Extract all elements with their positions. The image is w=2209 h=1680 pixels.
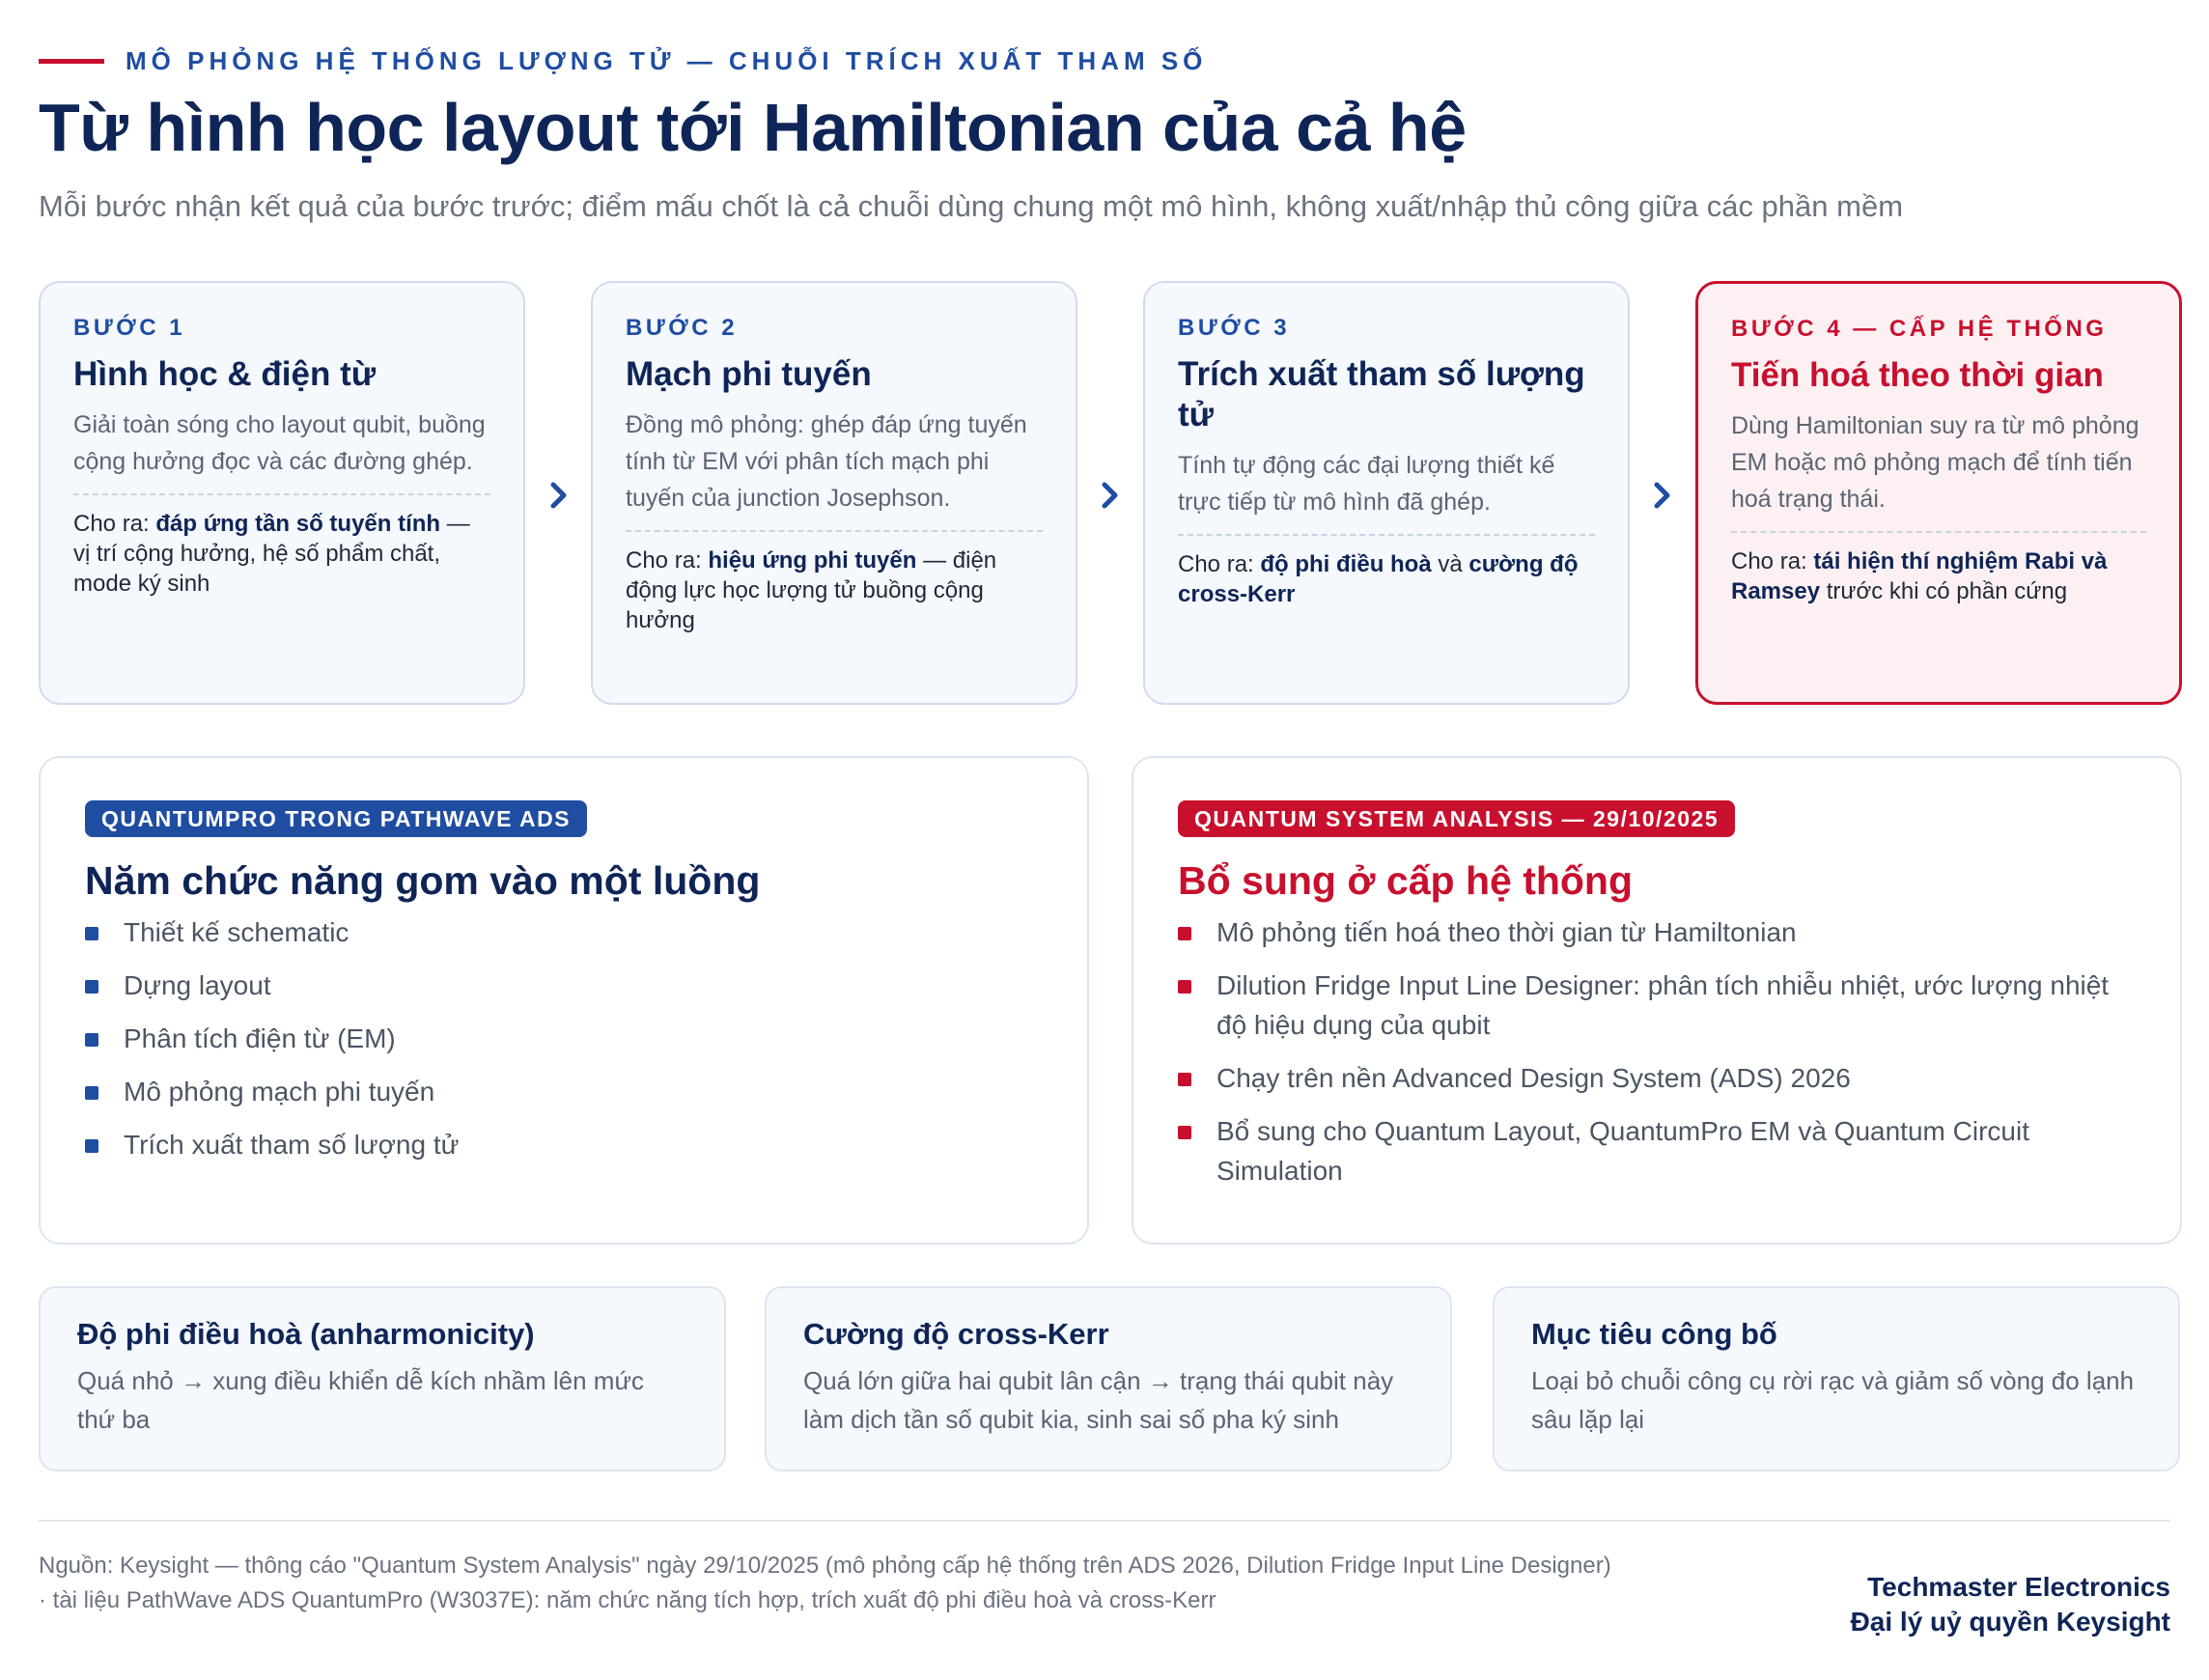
list-item: [85, 1072, 1043, 1111]
square-bullet-icon: [85, 1139, 98, 1153]
dashed-divider: [1731, 531, 2146, 533]
eyebrow-text: MÔ PHỎNG HỆ THỐNG LƯỢNG TỬ — CHUỖI TRÍCH XUẤT THAM SỐ: [126, 45, 1208, 75]
brand-tagline: Đại lý uỷ quyền Keysight: [1850, 1607, 2170, 1637]
list-item-text: Thiết kế schematic: [124, 917, 350, 947]
step-output: [1731, 546, 2146, 606]
output-highlight: tái hiện thí nghiệm Rabi và Ramsey: [1731, 548, 2108, 604]
output-detail: — vị trí cộng hưởng, hệ số phẩm chất, mode ký sinh: [73, 511, 470, 597]
output-detail: — điện động lực học lượng tử buồng cộng hưởng: [626, 547, 997, 633]
info-card-cross-kerr: [765, 1286, 1452, 1471]
quantumpro-panel: [39, 756, 1089, 1245]
output-connector: và: [1431, 551, 1469, 577]
output-highlight: hiệu ứng phi tuyến: [708, 547, 917, 574]
chevron-right-icon: [545, 479, 573, 512]
square-bullet-icon: [85, 980, 98, 994]
square-bullet-icon: [1178, 927, 1191, 940]
list-item-text: Phân tích điện từ (EM): [124, 1023, 396, 1053]
list-item-text: Dựng layout: [124, 970, 271, 1000]
card-text: Quá nhỏ → xung điều khiển dễ kích nhầm lên mức thứ ba: [77, 1366, 644, 1434]
list-item-text: Bổ sung cho Quantum Layout, QuantumPro EM và Quantum Circuit Simulation: [1216, 1116, 2029, 1186]
step-description: Giải toàn sóng cho layout qubit, buồng cộng hưởng đọc và các đường ghép.: [73, 411, 486, 475]
source-note: Nguồn: Keysight — thông cáo "Quantum System Analysis" ngày 29/10/2025 (mô phỏng cấp hệ thống trên ADS 2026, Dilution Fridge Input Line Designer) · tài liệu PathWave ADS QuantumPro (W3037E): năm chức năng tích hợp, trích xuất độ phi điều hoà và cross-Kerr: [39, 1553, 1611, 1613]
step-title: Hình học & điện từ: [73, 355, 377, 393]
feature-list: [85, 912, 1043, 1164]
panel-title: Năm chức năng gom vào một luồng: [85, 858, 761, 903]
system-analysis-panel: [1132, 756, 2182, 1245]
info-card-goal: [1493, 1286, 2180, 1471]
panel-tag: QUANTUMPRO TRONG PATHWAVE ADS: [85, 800, 587, 837]
brand-block: [1851, 1570, 2170, 1639]
step-title: Trích xuất tham số lượng tử: [1178, 355, 1585, 434]
feature-list: [1178, 912, 2136, 1190]
step-output: [73, 509, 490, 599]
dashed-divider: [626, 530, 1043, 532]
list-item-text: Trích xuất tham số lượng tử: [124, 1130, 460, 1160]
step-title: Tiến hoá theo thời gian: [1731, 356, 2104, 394]
eyebrow: [39, 44, 1207, 77]
info-card-anharmonicity: [39, 1286, 726, 1471]
list-item: [1178, 1058, 2136, 1098]
square-bullet-icon: [1178, 980, 1191, 994]
square-bullet-icon: [85, 927, 98, 940]
output-highlight: đáp ứng tần số tuyến tính: [155, 511, 441, 537]
step-card-1: [39, 281, 525, 705]
card-text: Quá lớn giữa hai qubit lân cận → trạng thái qubit này làm dịch tần số qubit kia, sinh sai số pha ký sinh: [803, 1366, 1394, 1434]
dashed-divider: [73, 493, 490, 495]
chevron-right-icon: [1648, 479, 1677, 512]
output-prefix: Cho ra:: [1731, 548, 1814, 574]
list-item-text: Mô phỏng mạch phi tuyến: [124, 1077, 435, 1106]
list-item-text: Mô phỏng tiến hoá theo thời gian từ Hamiltonian: [1216, 917, 1797, 947]
step-card-4: [1695, 281, 2182, 705]
list-item: [1178, 912, 2136, 952]
output-highlight: độ phi điều hoà: [1260, 551, 1432, 577]
list-item: [1178, 966, 2136, 1045]
step-description: Tính tự động các đại lượng thiết kế trực tiếp từ mô hình đã ghép.: [1178, 452, 1555, 516]
page-subtitle: Mỗi bước nhận kết quả của bước trước; điểm mấu chốt là cả chuỗi dùng chung một mô hình, không xuất/nhập thủ công giữa các phần mềm: [39, 189, 1904, 223]
dashed-divider: [1178, 534, 1595, 536]
footer-divider: [39, 1520, 2170, 1522]
step-title: Mạch phi tuyến: [626, 355, 872, 393]
step-label: BƯỚC 4 — CẤP HỆ THỐNG: [1731, 316, 2108, 342]
step-output: [1178, 549, 1595, 609]
step-label: BƯỚC 1: [73, 315, 186, 341]
list-item-text: Dilution Fridge Input Line Designer: phân tích nhiễu nhiệt, ước lượng nhiệt độ hiệu dụng của qubit: [1216, 970, 2110, 1040]
card-title: Độ phi điều hoà (anharmonicity): [77, 1317, 535, 1351]
step-card-3: [1143, 281, 1630, 705]
step-description: Đồng mô phỏng: ghép đáp ứng tuyến tính từ EM với phân tích mạch phi tuyến của junction Josephson.: [626, 411, 1027, 512]
step-description: Dùng Hamiltonian suy ra từ mô phỏng EM hoặc mô phỏng mạch để tính tiến hoá trạng thái.: [1731, 412, 2139, 513]
list-item: [85, 1019, 1043, 1058]
eyebrow-accent-rule: [39, 59, 104, 64]
output-highlight-2: cường độ cross-Kerr: [1178, 551, 1579, 607]
brand-name: Techmaster Electronics: [1867, 1572, 2170, 1602]
square-bullet-icon: [85, 1086, 98, 1100]
panel-title: Bổ sung ở cấp hệ thống: [1178, 858, 1634, 903]
card-title: Mục tiêu công bố: [1531, 1317, 1777, 1351]
output-prefix: Cho ra:: [626, 547, 709, 574]
output-detail: trước khi có phần cứng: [1820, 578, 2068, 604]
list-item: [1178, 1111, 2136, 1190]
card-title: Cường độ cross-Kerr: [803, 1317, 1109, 1351]
square-bullet-icon: [1178, 1126, 1191, 1139]
step-label: BƯỚC 2: [626, 315, 739, 341]
output-prefix: Cho ra:: [73, 511, 156, 537]
list-item-text: Chạy trên nền Advanced Design System (ADS) 2026: [1216, 1063, 1851, 1093]
panel-tag: QUANTUM SYSTEM ANALYSIS — 29/10/2025: [1178, 800, 1735, 837]
chevron-right-icon: [1096, 479, 1125, 512]
output-prefix: Cho ra:: [1178, 551, 1261, 577]
square-bullet-icon: [85, 1033, 98, 1047]
page-title: Từ hình học layout tới Hamiltonian của cả hệ: [39, 90, 1467, 165]
step-output: [626, 546, 1043, 635]
list-item: [85, 966, 1043, 1005]
step-card-2: [591, 281, 1077, 705]
card-text: Loại bỏ chuỗi công cụ rời rạc và giảm số vòng đo lạnh sâu lặp lại: [1531, 1366, 2135, 1434]
step-label: BƯỚC 3: [1178, 315, 1291, 341]
list-item: [85, 912, 1043, 952]
list-item: [85, 1125, 1043, 1164]
square-bullet-icon: [1178, 1073, 1191, 1086]
